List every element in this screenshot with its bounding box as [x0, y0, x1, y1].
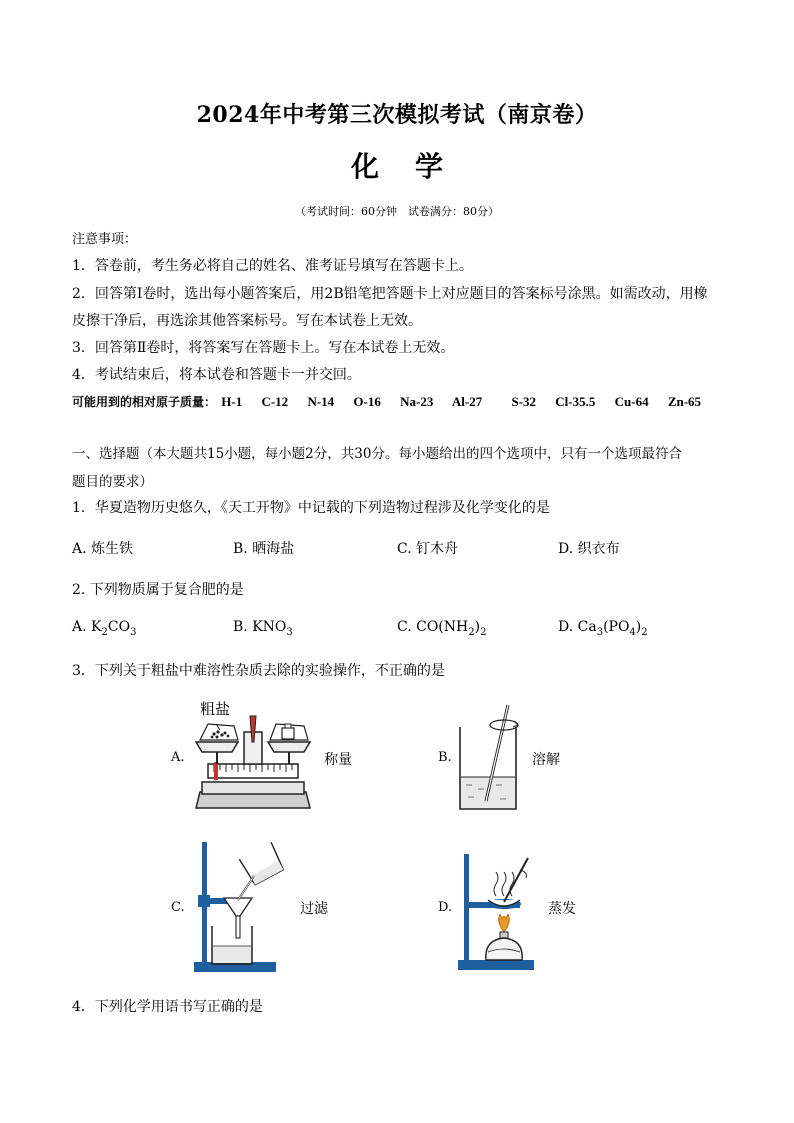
note-item-1: 1．答卷前，考生务必将自己的姓名、准考证号填写在答题卡上。	[72, 258, 473, 274]
atomic-mass-cu: Cu-64	[614, 394, 649, 409]
fig-b-caption: 溶解	[532, 752, 560, 768]
notes-heading: 注意事项：	[72, 232, 138, 247]
atomic-mass-na: Na-23	[400, 394, 434, 409]
question-1-stem: 1．华夏造物历史悠久，《天工开物》中记载的下列造物过程涉及化学变化的是	[72, 500, 550, 516]
atomic-mass-cl: Cl-35.5	[555, 394, 596, 409]
section1-title-line1: 一、选择题（本大题共15小题，每小题2分，共30分。每小题给出的四个选项中，只有一个选项最符合	[72, 446, 682, 462]
fig-c-letter: C.	[171, 900, 185, 915]
q1-option-a: A. 炼生铁	[72, 541, 134, 557]
atomic-mass-al: Al-27	[451, 394, 483, 409]
filtration-illustration	[190, 840, 290, 976]
balance-illustration	[188, 712, 318, 816]
q1-option-d: D. 织衣布	[558, 541, 620, 557]
fig-d-letter: D.	[438, 900, 453, 915]
section1-title-line2: 题目的要求）	[72, 474, 153, 490]
note-item-2-cont: 皮擦干净后，再选涂其他答案标号。写在本试卷上无效。	[72, 313, 422, 329]
note-item-4: 4．考试结束后，将本试卷和答题卡一并交回。	[72, 367, 361, 383]
fig-a-caption: 称量	[324, 752, 352, 768]
note-item-2: 2．回答第Ⅰ卷时，选出每小题答案后，用2B铅笔把答题卡上对应题目的答案标号涂黑。如需改动，用橡	[72, 286, 708, 302]
q2-option-a: A. $K_2CO_3$	[72, 619, 137, 638]
atomic-mass-n: N-14	[307, 394, 335, 409]
question-3-stem: 3．下列关于粗盐中难溶性杂质去除的实验操作，不正确的是	[72, 663, 445, 679]
exam-title: 2024年中考第三次模拟考试（南京卷）	[196, 102, 598, 128]
subject-title: 化学	[350, 150, 479, 183]
atomic-masses-label: 可能用到的相对原子质量：	[72, 395, 217, 409]
evaporation-illustration	[456, 848, 546, 974]
question-4-stem: 4．下列化学用语书写正确的是	[72, 999, 263, 1015]
question-2-stem: 2. 下列物质属于复合肥的是	[72, 582, 244, 598]
atomic-masses-line	[72, 393, 717, 410]
fig-b-letter: B.	[438, 750, 452, 765]
atomic-mass-zn: Zn-65	[667, 394, 702, 409]
note-item-3: 3．回答第Ⅱ卷时，将答案写在答题卡上。写在本试卷上无效。	[72, 340, 455, 356]
q2-option-b: B. $KNO_3$	[233, 619, 293, 638]
atomic-mass-h: H-1	[221, 394, 243, 409]
q2-option-c: C. $CO(NH_2)_2$	[397, 619, 487, 638]
atomic-mass-c: C-12	[261, 394, 289, 409]
q1-option-b: B. 晒海盐	[233, 541, 295, 557]
fig-d-caption: 蒸发	[548, 901, 576, 917]
fig-a-top-label: 粗盐	[200, 700, 231, 718]
atomic-mass-o: O-16	[353, 394, 381, 409]
q1-option-c: C. 钉木舟	[397, 541, 459, 557]
q2-option-d: D. $Ca_3(PO_4)_2$	[558, 619, 648, 638]
fig-a-letter: A.	[171, 750, 185, 765]
beaker-stirring-illustration	[456, 703, 532, 813]
atomic-mass-s: S-32	[511, 394, 537, 409]
time-info: （考试时间：60分钟 试卷满分：80分）	[295, 205, 499, 218]
fig-c-caption: 过滤	[300, 901, 328, 917]
